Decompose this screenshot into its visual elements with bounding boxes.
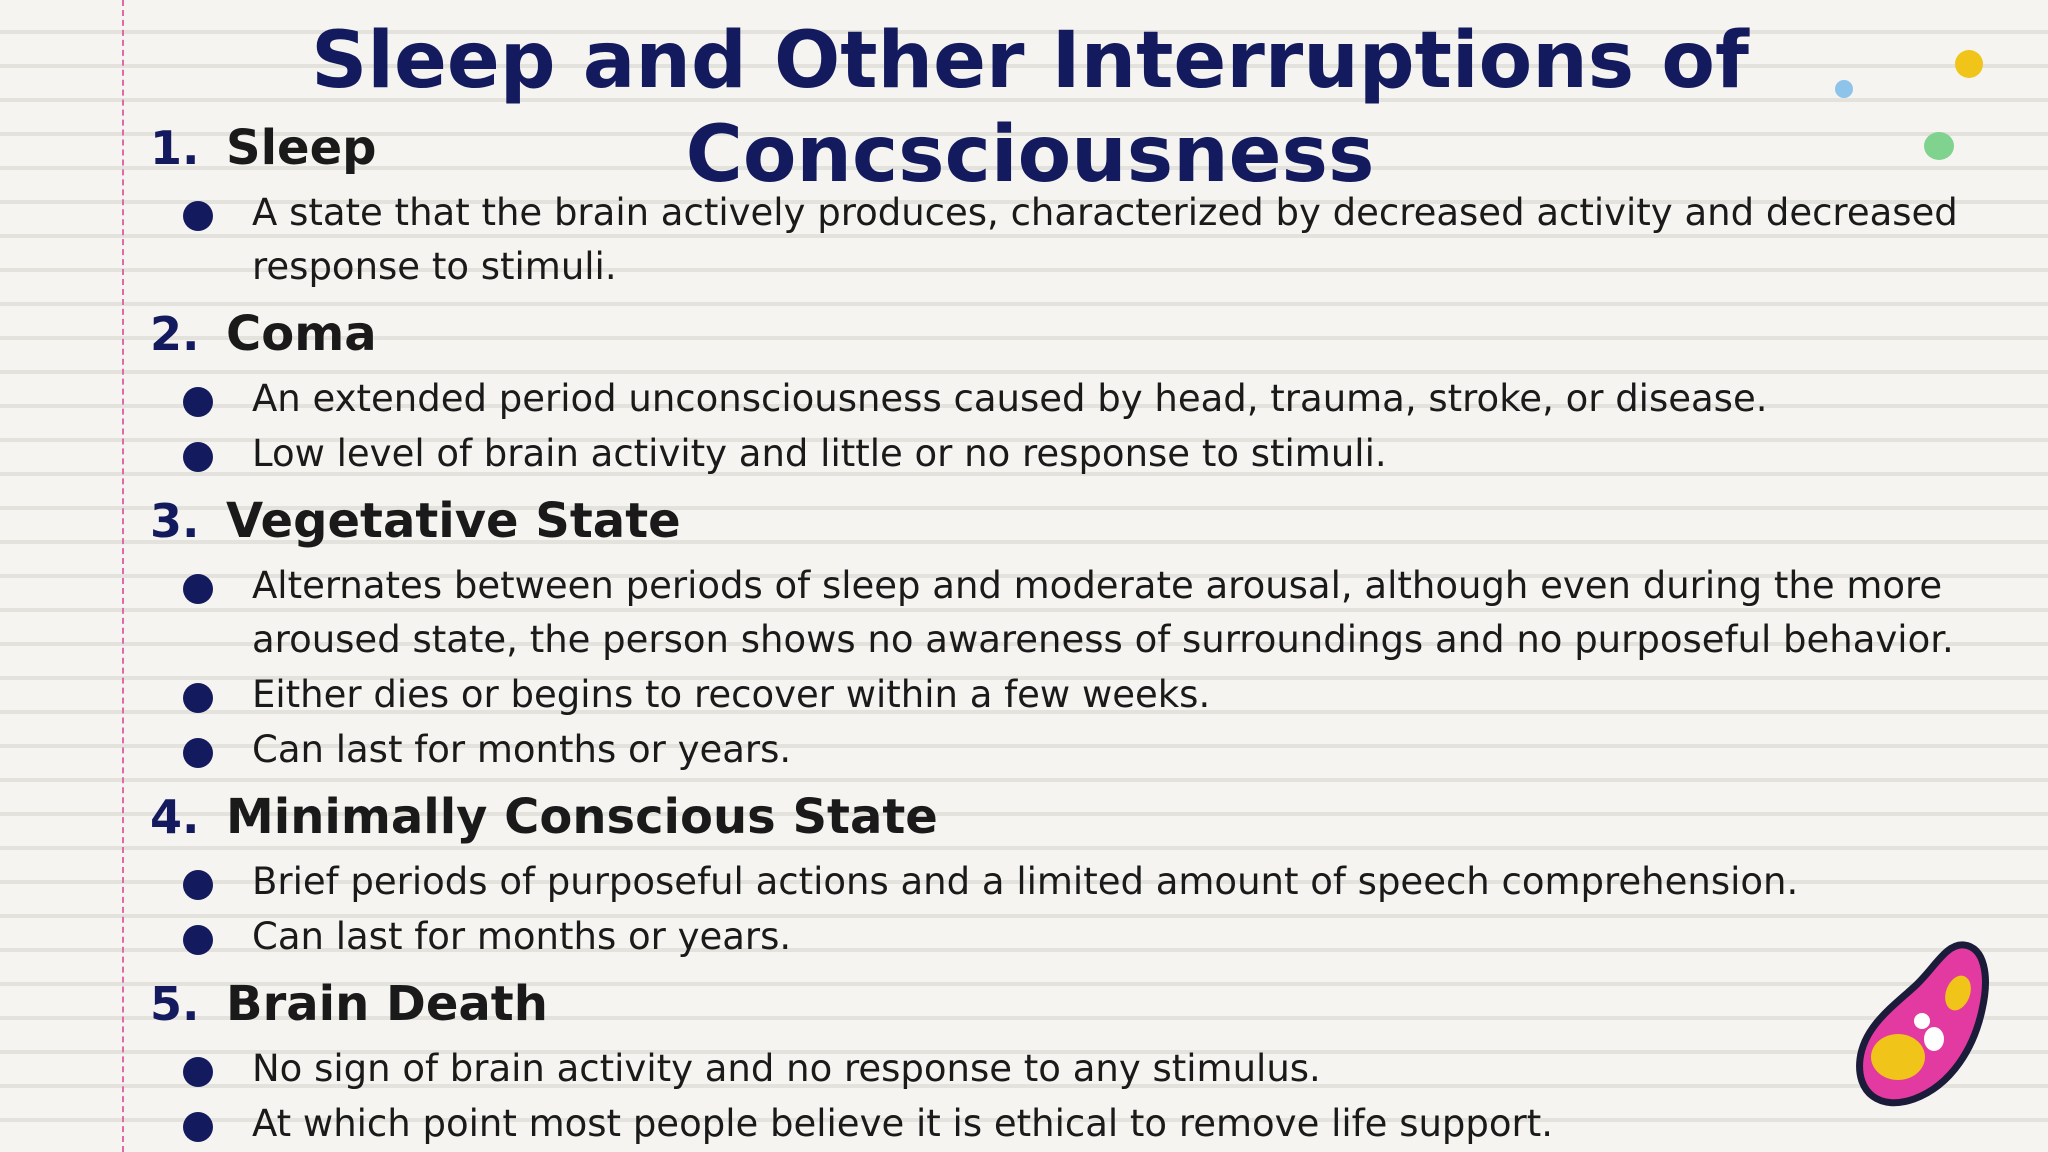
list-item: [150, 372, 2000, 426]
bullet-text: At which point most people believe it is ethical to remove life support.: [252, 1102, 1554, 1145]
bullet-list: [150, 559, 2000, 777]
bullet-dot-icon: [183, 738, 213, 768]
decorative-yellow-dot: [1955, 50, 1983, 78]
list-item: [150, 427, 2000, 481]
section-vegetative-state: [150, 483, 2000, 777]
bullet-dot-icon: [183, 574, 213, 604]
outline-list: [150, 108, 2000, 1152]
list-item: [150, 668, 2000, 722]
bullet-list: [150, 855, 2000, 964]
bullet-dot-icon: [183, 925, 213, 955]
list-item: [150, 723, 2000, 777]
notebook-margin-line: [122, 0, 124, 1152]
section-heading: [150, 779, 2000, 855]
section-title: Sleep: [226, 120, 377, 176]
section-sleep: [150, 110, 2000, 294]
list-item: [150, 855, 2000, 909]
bullet-text: A state that the brain actively produces, characterized by decreased activity and decreased response to stimuli.: [252, 191, 1958, 288]
list-item: [150, 1097, 2000, 1151]
section-brain-death: [150, 966, 2000, 1151]
section-heading: [150, 110, 2000, 186]
bullet-dot-icon: [183, 442, 213, 472]
section-coma: [150, 296, 2000, 481]
section-number: 2.: [150, 307, 200, 361]
decorative-blue-dot: [1835, 80, 1853, 98]
section-title: Minimally Conscious State: [226, 789, 938, 845]
bullet-dot-icon: [183, 683, 213, 713]
section-heading: [150, 483, 2000, 559]
bullet-text: Can last for months or years.: [252, 728, 792, 771]
bullet-list: [150, 186, 2000, 294]
bullet-text: No sign of brain activity and no response to any stimulus.: [252, 1047, 1321, 1090]
bullet-dot-icon: [183, 1112, 213, 1142]
section-heading: [150, 296, 2000, 372]
bullet-dot-icon: [183, 201, 213, 231]
bullet-dot-icon: [183, 1057, 213, 1087]
section-minimally-conscious-state: [150, 779, 2000, 964]
list-item: [150, 1042, 2000, 1096]
bullet-text: An extended period unconsciousness caused by head, trauma, stroke, or disease.: [252, 377, 1768, 420]
bullet-dot-icon: [183, 870, 213, 900]
bullet-text: Alternates between periods of sleep and moderate arousal, although even during the more aroused state, the person shows no awareness of surroundings and no purposeful behavior.: [252, 564, 1954, 661]
section-number: 4.: [150, 790, 200, 844]
list-item: [150, 559, 2000, 667]
section-number: 5.: [150, 977, 200, 1031]
list-item: [150, 910, 2000, 964]
section-number: 3.: [150, 494, 200, 548]
list-item: [150, 186, 2000, 294]
slide-title: Sleep and Other Interruptions of Concsciousness: [311, 16, 1749, 200]
bullet-list: [150, 372, 2000, 481]
bullet-text: Low level of brain activity and little or no response to stimuli.: [252, 432, 1387, 475]
bullet-text: Brief periods of purposeful actions and a limited amount of speech comprehension.: [252, 860, 1799, 903]
section-number: 1.: [150, 121, 200, 175]
bullet-dot-icon: [183, 387, 213, 417]
section-title: Coma: [226, 306, 377, 362]
section-title: Brain Death: [226, 976, 548, 1032]
section-heading: [150, 966, 2000, 1042]
section-title: Vegetative State: [226, 493, 681, 549]
bullet-text: Either dies or begins to recover within a few weeks.: [252, 673, 1211, 716]
bullet-list: [150, 1042, 2000, 1151]
bullet-text: Can last for months or years.: [252, 915, 792, 958]
